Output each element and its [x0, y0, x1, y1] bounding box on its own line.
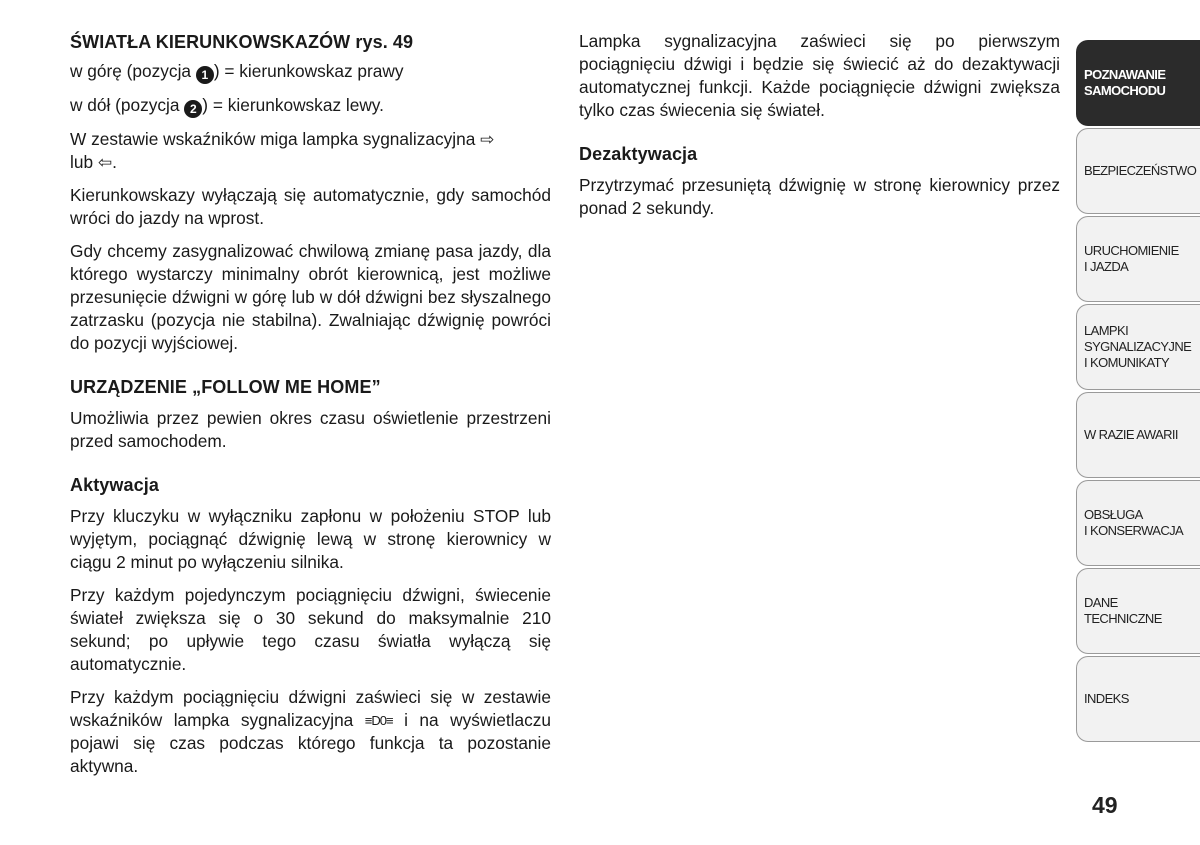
tab-uruchomienie-i-jazda[interactable]: URUCHOMIENIE I JAZDA	[1076, 216, 1200, 302]
line-up-text: w górę (pozycja	[70, 61, 196, 81]
lamp-paragraph: Lampka sygnalizacyjna zaświeci się po pierwszym pociągnięciu dźwigi i będzie się świecić aż do dezaktywacji automatycznej funkcji. Każde pociągnięcie dźwigni zwiększa tylko czas świecenia się świateł.	[579, 31, 1060, 120]
turn-signal-down-line	[70, 94, 551, 118]
auto-off-paragraph: Kierunkowskazy wyłączają się automatycznie, gdy samochód wróci do jazdy na wprost.	[70, 185, 551, 228]
activation-3-text: Przy każdym pociągnięciu dźwigni zaświeci się w zestawie wskaźników lampka sygnalizacyjna	[70, 687, 551, 730]
line-up-text-end: ) = kierunkowskaz prawy	[213, 61, 404, 81]
chapter-tabs	[1076, 40, 1200, 744]
activation-paragraph-2: Przy każdym pojedynczym pociągnięciu dźwigni, świecenie świateł zwiększa się o 30 sekund do maksymalnie 210 sekund; po upływie tego czasu światła wyłączą się automatycznie.	[70, 585, 551, 674]
blink-paragraph	[70, 128, 551, 174]
tab-indeks[interactable]: INDEKS	[1076, 656, 1200, 742]
lane-change-paragraph: Gdy chcemy zasygnalizować chwilową zmianę pasa jazdy, dla którego wystarczy minimalny obrót kierownicą, jest możliwe przesunięcie dźwigni w górę lub w dół dźwigni bez słyszalnego zatrzasku (pozycja nie stabilna). Zwalniając dźwignię powróci do pozycji wyjściowej.	[70, 241, 551, 353]
page-number: 49	[1092, 792, 1118, 818]
follow-me-home-paragraph: Umożliwia przez pewien okres czasu oświetlenie przestrzeni przed samochodem.	[70, 408, 551, 451]
tab-w-razie-awarii[interactable]: W RAZIE AWARII	[1076, 392, 1200, 478]
tab-dane-techniczne[interactable]: DANE TECHNICZNE	[1076, 568, 1200, 654]
turn-signal-up-line	[70, 60, 551, 84]
tab-poznawanie-samochodu[interactable]: POZNAWANIE SAMOCHODU	[1076, 40, 1200, 126]
blink-text-or: lub	[70, 152, 98, 172]
headlight-icon: ≡D0≡	[364, 713, 393, 728]
section-title-follow-me-home: URZĄDZENIE „FOLLOW ME HOME”	[70, 377, 381, 397]
blink-text: W zestawie wskaźników miga lampka sygnalizacyjna	[70, 129, 481, 149]
line-down-text: w dół (pozycja	[70, 95, 185, 115]
activation-paragraph-3	[70, 686, 551, 778]
tab-obsluga-i-konserwacja[interactable]: OBSŁUGA I KONSERWACJA	[1076, 480, 1200, 566]
subsection-title-activation: Aktywacja	[70, 475, 159, 495]
tab-bezpieczenstwo[interactable]: BEZPIECZEŃSTWO	[1076, 128, 1200, 214]
left-column	[70, 30, 551, 788]
position-2-badge: 2	[184, 100, 202, 118]
blink-text-end: .	[112, 152, 117, 172]
tab-lampki-sygnalizacyjne[interactable]: LAMPKI SYGNALIZACYJNE I KOMUNIKATY	[1076, 304, 1200, 390]
arrow-left-icon: ⇦	[97, 153, 113, 172]
activation-paragraph-1: Przy kluczyku w wyłączniku zapłonu w położeniu STOP lub wyjętym, pociągnąć dźwignię lewą w stronę kierownicy w ciągu 2 minut po wyłączeniu silnika.	[70, 506, 551, 572]
arrow-right-icon: ⇨	[480, 130, 495, 149]
position-1-badge: 1	[196, 66, 214, 84]
activation-3-text-end: i na wyświetlaczu pojawi się czas podczas którego funkcja ta pozostanie aktywna.	[70, 710, 551, 776]
section-title-turn-signals: ŚWIATŁA KIERUNKOWSKAZÓW rys. 49	[70, 32, 414, 52]
line-down-text-end: ) = kierunkowskaz lewy.	[202, 95, 384, 115]
deactivation-paragraph: Przytrzymać przesuniętą dźwignię w stronę kierownicy przez ponad 2 sekundy.	[579, 175, 1060, 218]
subsection-title-deactivation: Dezaktywacja	[579, 144, 698, 164]
right-column	[579, 30, 1060, 230]
